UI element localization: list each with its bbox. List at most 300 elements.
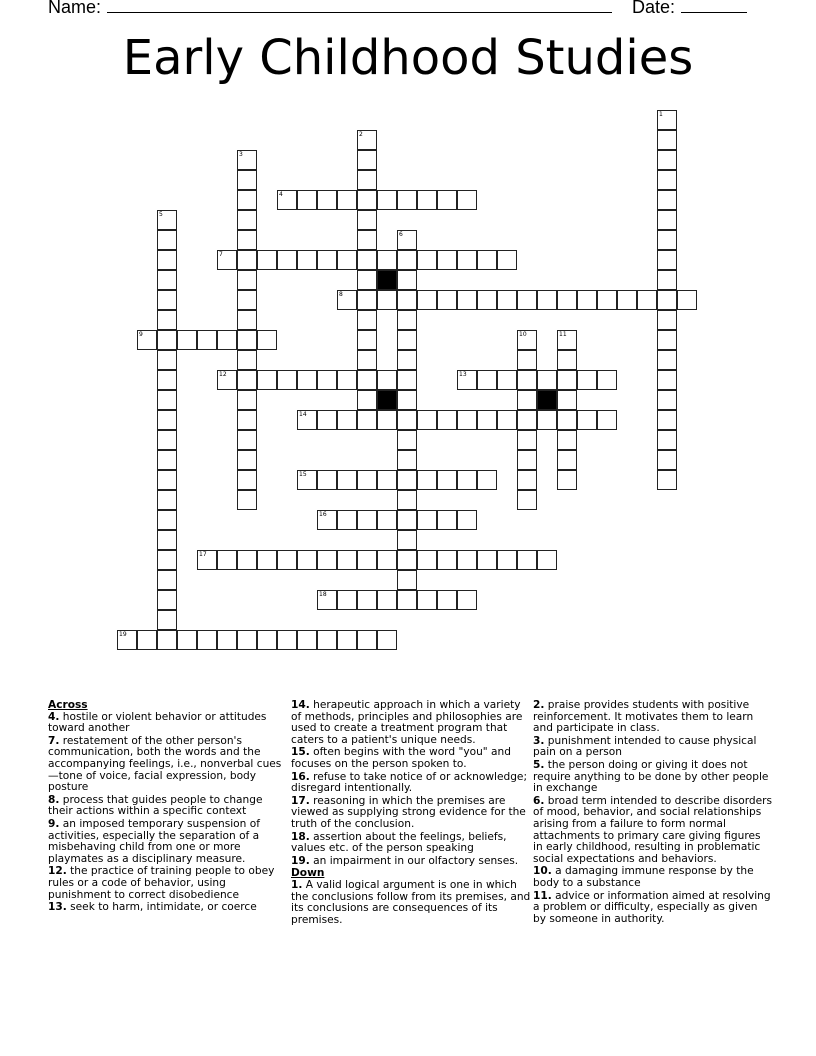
grid-cell[interactable]	[657, 310, 677, 330]
grid-cell[interactable]	[577, 290, 597, 310]
grid-cell[interactable]	[357, 150, 377, 170]
grid-cell[interactable]	[477, 550, 497, 570]
grid-cell[interactable]	[537, 370, 557, 390]
grid-cell[interactable]	[157, 270, 177, 290]
grid-cell[interactable]	[397, 510, 417, 530]
grid-cell[interactable]	[517, 450, 537, 470]
grid-cell[interactable]	[357, 190, 377, 210]
clue-text: herapeutic approach in which a variety of methods, principles and philosophies are used to create a treatment program that caters to a patient's unique needs.	[291, 699, 523, 746]
grid-cell[interactable]	[297, 370, 317, 390]
grid-cell[interactable]	[157, 490, 177, 510]
clue-number-label: 8	[339, 291, 343, 298]
name-label: Name:	[48, 0, 102, 17]
grid-cell[interactable]	[477, 370, 497, 390]
header-fields	[48, 0, 747, 18]
grid-cell[interactable]	[237, 310, 257, 330]
grid-cell[interactable]	[337, 290, 357, 310]
grid-cell[interactable]	[457, 190, 477, 210]
grid-cell[interactable]	[457, 590, 477, 610]
grid-cell[interactable]	[377, 550, 397, 570]
grid-cell[interactable]	[237, 350, 257, 370]
grid-cell[interactable]	[257, 370, 277, 390]
grid-cell[interactable]	[197, 330, 217, 350]
grid-cell[interactable]	[397, 410, 417, 430]
grid-cell[interactable]	[217, 550, 237, 570]
clue-text: an imposed temporary suspension of activities, especially the separation of a misbehaving child from one or more playmates as a disciplinary measure.	[48, 817, 260, 865]
clue-down-5	[533, 760, 773, 795]
grid-cell[interactable]	[657, 270, 677, 290]
clue-across-12	[48, 866, 288, 901]
clue-number: 5.	[533, 758, 545, 771]
grid-cell[interactable]	[557, 470, 577, 490]
clue-number: 16.	[291, 770, 310, 783]
grid-cell[interactable]	[397, 250, 417, 270]
grid-cell[interactable]	[257, 250, 277, 270]
grid-cell[interactable]	[517, 350, 537, 370]
grid-cell[interactable]	[317, 370, 337, 390]
grid-cell[interactable]	[177, 330, 197, 350]
grid-cell[interactable]	[337, 370, 357, 390]
clue-number-label: 12	[219, 371, 227, 378]
clue-text: the practice of training people to obey rules or a code of behavior, using punishment to correct disobedience	[48, 865, 275, 901]
grid-cell[interactable]	[237, 170, 257, 190]
grid-cell[interactable]	[657, 110, 677, 130]
grid-cell[interactable]	[437, 290, 457, 310]
date-input-line[interactable]	[681, 0, 747, 13]
clue-number: 9.	[48, 817, 60, 830]
grid-cell[interactable]	[397, 270, 417, 290]
grid-cell[interactable]	[297, 630, 317, 650]
grid-cell[interactable]	[137, 630, 157, 650]
grid-cell[interactable]	[497, 370, 517, 390]
grid-cell[interactable]	[117, 630, 137, 650]
grid-cell[interactable]	[397, 450, 417, 470]
grid-cell[interactable]	[657, 290, 677, 310]
grid-cell[interactable]	[657, 350, 677, 370]
grid-cell[interactable]	[337, 630, 357, 650]
grid-cell[interactable]	[157, 230, 177, 250]
clue-number-label: 3	[239, 151, 243, 158]
grid-cell[interactable]	[257, 630, 277, 650]
grid-cell[interactable]	[437, 470, 457, 490]
grid-cell[interactable]	[417, 290, 437, 310]
grid-cell[interactable]	[157, 570, 177, 590]
grid-cell[interactable]	[377, 510, 397, 530]
clue-across-19	[291, 856, 531, 868]
clue-number: 19.	[291, 854, 310, 867]
grid-cell[interactable]	[217, 370, 237, 390]
clue-across-18	[291, 832, 531, 855]
clue-text: assertion about the feelings, beliefs, values etc. of the person speaking	[291, 830, 507, 855]
grid-cell[interactable]	[237, 450, 257, 470]
grid-cell[interactable]	[537, 550, 557, 570]
grid-cell[interactable]	[197, 550, 217, 570]
clue-text: advice or information aimed at resolving a problem or difficulty, especially as given by someone in authority.	[533, 889, 771, 925]
grid-cell[interactable]	[357, 130, 377, 150]
grid-cell[interactable]	[237, 550, 257, 570]
grid-cell[interactable]	[397, 530, 417, 550]
grid-cell[interactable]	[357, 310, 377, 330]
grid-cell[interactable]	[657, 150, 677, 170]
clue-number-label: 19	[119, 631, 127, 638]
clue-text: an impairment in our olfactory senses.	[309, 854, 519, 867]
grid-cell[interactable]	[317, 410, 337, 430]
grid-cell[interactable]	[397, 570, 417, 590]
grid-cell[interactable]	[497, 550, 517, 570]
grid-cell[interactable]	[357, 350, 377, 370]
grid-cell[interactable]	[657, 170, 677, 190]
grid-cell[interactable]	[637, 290, 657, 310]
grid-cell[interactable]	[517, 370, 537, 390]
clue-text: hostile or violent behavior or attitudes toward another	[48, 710, 267, 735]
clue-number-label: 14	[299, 411, 307, 418]
clue-down-2	[533, 700, 773, 735]
grid-cell[interactable]	[157, 330, 177, 350]
grid-cell[interactable]	[297, 470, 317, 490]
grid-cell[interactable]	[657, 130, 677, 150]
grid-cell[interactable]	[317, 550, 337, 570]
grid-cell[interactable]	[597, 290, 617, 310]
grid-cell[interactable]	[397, 390, 417, 410]
grid-cell[interactable]	[577, 410, 597, 430]
grid-cell[interactable]	[297, 550, 317, 570]
grid-cell[interactable]	[217, 250, 237, 270]
grid-cell[interactable]	[357, 390, 377, 410]
grid-cell[interactable]	[337, 190, 357, 210]
grid-cell[interactable]	[237, 250, 257, 270]
grid-cell[interactable]	[257, 330, 277, 350]
grid-cell[interactable]	[377, 630, 397, 650]
clue-down-6	[533, 796, 773, 866]
grid-cell[interactable]	[357, 330, 377, 350]
grid-cell[interactable]	[317, 470, 337, 490]
grid-cell[interactable]	[297, 410, 317, 430]
grid-cell[interactable]	[437, 510, 457, 530]
clue-number: 18.	[291, 830, 310, 843]
grid-cell[interactable]	[357, 410, 377, 430]
grid-cell[interactable]	[157, 410, 177, 430]
clue-text: praise provides students with positive reinforcement. It motivates them to learn and participate in class.	[533, 699, 754, 735]
grid-cell[interactable]	[317, 630, 337, 650]
grid-cell[interactable]	[377, 190, 397, 210]
grid-cell[interactable]	[157, 590, 177, 610]
clue-number: 3.	[533, 734, 545, 747]
grid-cell[interactable]	[237, 290, 257, 310]
grid-cell[interactable]	[157, 390, 177, 410]
grid-cell[interactable]	[157, 370, 177, 390]
page-title: Early Childhood Studies	[122, 30, 694, 86]
grid-cell[interactable]	[557, 370, 577, 390]
grid-cell[interactable]	[397, 290, 417, 310]
grid-cell[interactable]	[597, 370, 617, 390]
grid-cell[interactable]	[397, 470, 417, 490]
grid-cell[interactable]	[517, 390, 537, 410]
grid-cell[interactable]	[657, 250, 677, 270]
clue-text: seek to harm, intimidate, or coerce	[66, 901, 257, 914]
grid-cell[interactable]	[537, 410, 557, 430]
grid-cell[interactable]	[657, 430, 677, 450]
grid-cell[interactable]	[657, 330, 677, 350]
grid-cell[interactable]	[477, 290, 497, 310]
grid-cell[interactable]	[437, 250, 457, 270]
grid-cell[interactable]	[517, 410, 537, 430]
grid-cell[interactable]	[157, 250, 177, 270]
clue-text: reasoning in which the premises are viewed as supplying strong evidence for the truth of the conclusion.	[291, 794, 526, 830]
grid-cell[interactable]	[237, 470, 257, 490]
grid-cell[interactable]	[237, 270, 257, 290]
grid-cell[interactable]	[357, 470, 377, 490]
grid-cell[interactable]	[417, 510, 437, 530]
grid-cell[interactable]	[457, 470, 477, 490]
grid-cell[interactable]	[237, 370, 257, 390]
clue-across-8	[48, 795, 288, 818]
clue-across-9	[48, 819, 288, 865]
grid-cell[interactable]	[417, 190, 437, 210]
grid-cell[interactable]	[557, 330, 577, 350]
black-cell	[537, 390, 557, 410]
grid-cell[interactable]	[557, 390, 577, 410]
clue-across-13	[48, 902, 288, 914]
grid-cell[interactable]	[657, 230, 677, 250]
grid-cell[interactable]	[437, 550, 457, 570]
date-label: Date:	[632, 0, 676, 17]
grid-cell[interactable]	[217, 630, 237, 650]
grid-cell[interactable]	[157, 610, 177, 630]
grid-cell[interactable]	[337, 510, 357, 530]
grid-cell[interactable]	[597, 410, 617, 430]
grid-cell[interactable]	[377, 590, 397, 610]
grid-cell[interactable]	[157, 630, 177, 650]
clue-down-10	[533, 866, 773, 889]
clue-number: 6.	[533, 794, 545, 807]
name-input-line[interactable]	[107, 0, 612, 13]
grid-cell[interactable]	[417, 550, 437, 570]
clue-number-label: 2	[359, 131, 363, 138]
grid-cell[interactable]	[377, 470, 397, 490]
grid-cell[interactable]	[517, 550, 537, 570]
grid-cell[interactable]	[157, 550, 177, 570]
grid-cell[interactable]	[437, 590, 457, 610]
grid-cell[interactable]	[237, 230, 257, 250]
grid-cell[interactable]	[157, 510, 177, 530]
grid-cell[interactable]	[477, 250, 497, 270]
grid-cell[interactable]	[257, 550, 277, 570]
grid-cell[interactable]	[657, 370, 677, 390]
grid-cell[interactable]	[277, 190, 297, 210]
clue-number-label: 13	[459, 371, 467, 378]
clue-number: 17.	[291, 794, 310, 807]
grid-cell[interactable]	[577, 370, 597, 390]
grid-cell[interactable]	[417, 250, 437, 270]
grid-cell[interactable]	[497, 410, 517, 430]
clue-text: a damaging immune response by the body to a substance	[533, 865, 754, 889]
grid-cell[interactable]	[357, 370, 377, 390]
crossword-grid	[117, 110, 717, 670]
grid-cell[interactable]	[157, 450, 177, 470]
grid-cell[interactable]	[537, 290, 557, 310]
grid-cell[interactable]	[337, 550, 357, 570]
clues-column-3	[533, 700, 773, 926]
grid-cell[interactable]	[137, 330, 157, 350]
grid-cell[interactable]	[457, 550, 477, 570]
grid-cell[interactable]	[417, 470, 437, 490]
grid-cell[interactable]	[237, 210, 257, 230]
grid-cell[interactable]	[317, 510, 337, 530]
grid-cell[interactable]	[397, 590, 417, 610]
grid-cell[interactable]	[377, 290, 397, 310]
grid-cell[interactable]	[357, 630, 377, 650]
clue-number: 11.	[533, 889, 552, 902]
grid-cell[interactable]	[157, 470, 177, 490]
grid-cell[interactable]	[617, 290, 637, 310]
grid-cell[interactable]	[337, 250, 357, 270]
grid-cell[interactable]	[497, 250, 517, 270]
clue-across-16	[291, 772, 531, 795]
clue-across-7	[48, 736, 288, 794]
grid-cell[interactable]	[457, 290, 477, 310]
grid-cell[interactable]	[357, 290, 377, 310]
clue-text: the person doing or giving it does not require anything to be done by other people in exchange	[533, 758, 769, 795]
grid-cell[interactable]	[217, 330, 237, 350]
grid-cell[interactable]	[337, 590, 357, 610]
grid-cell[interactable]	[357, 270, 377, 290]
grid-cell[interactable]	[357, 250, 377, 270]
grid-cell[interactable]	[157, 530, 177, 550]
grid-cell[interactable]	[237, 410, 257, 430]
grid-cell[interactable]	[657, 390, 677, 410]
grid-cell[interactable]	[357, 550, 377, 570]
grid-cell[interactable]	[397, 430, 417, 450]
clue-number-label: 16	[319, 511, 327, 518]
clue-number-label: 18	[319, 591, 327, 598]
clue-number: 14.	[291, 699, 310, 711]
grid-cell[interactable]	[557, 450, 577, 470]
grid-cell[interactable]	[337, 410, 357, 430]
grid-cell[interactable]	[457, 510, 477, 530]
clue-number-label: 9	[139, 331, 143, 338]
grid-cell[interactable]	[457, 250, 477, 270]
clue-number: 12.	[48, 865, 67, 878]
grid-cell[interactable]	[397, 310, 417, 330]
grid-cell[interactable]	[457, 410, 477, 430]
clue-number-label: 6	[399, 231, 403, 238]
grid-cell[interactable]	[557, 290, 577, 310]
grid-cell[interactable]	[237, 190, 257, 210]
grid-cell[interactable]	[277, 550, 297, 570]
grid-cell[interactable]	[397, 490, 417, 510]
grid-cell[interactable]	[277, 250, 297, 270]
grid-cell[interactable]	[337, 470, 357, 490]
grid-cell[interactable]	[517, 330, 537, 350]
grid-cell[interactable]	[377, 410, 397, 430]
clue-number-label: 15	[299, 471, 307, 478]
grid-cell[interactable]	[517, 430, 537, 450]
black-cell	[377, 270, 397, 290]
grid-cell[interactable]	[357, 210, 377, 230]
grid-cell[interactable]	[157, 350, 177, 370]
grid-cell[interactable]	[237, 390, 257, 410]
grid-cell[interactable]	[297, 190, 317, 210]
clue-number: 8.	[48, 793, 60, 806]
grid-cell[interactable]	[297, 250, 317, 270]
grid-cell[interactable]	[197, 630, 217, 650]
clue-down-1	[291, 880, 531, 926]
grid-cell[interactable]	[657, 190, 677, 210]
grid-cell[interactable]	[157, 430, 177, 450]
grid-cell[interactable]	[277, 630, 297, 650]
grid-cell[interactable]	[277, 370, 297, 390]
grid-cell[interactable]	[417, 410, 437, 430]
grid-cell[interactable]	[397, 230, 417, 250]
clue-number: 13.	[48, 901, 67, 914]
grid-cell[interactable]	[157, 290, 177, 310]
grid-cell[interactable]	[457, 370, 477, 390]
grid-cell[interactable]	[557, 410, 577, 430]
clue-number-label: 4	[279, 191, 283, 198]
grid-cell[interactable]	[477, 470, 497, 490]
clue-number: 7.	[48, 734, 60, 747]
grid-cell[interactable]	[517, 470, 537, 490]
grid-cell[interactable]	[377, 250, 397, 270]
grid-cell[interactable]	[417, 590, 437, 610]
grid-cell[interactable]	[397, 330, 417, 350]
grid-cell[interactable]	[397, 350, 417, 370]
clue-text: A valid logical argument is one in which the conclusions follow from its premises, and its conclusions are consequences of its premises.	[291, 878, 531, 926]
grid-cell[interactable]	[237, 490, 257, 510]
grid-cell[interactable]	[357, 230, 377, 250]
grid-cell[interactable]	[317, 190, 337, 210]
clue-text: broad term intended to describe disorders of mood, behavior, and social relationships arising from a failure to form normal attachments to primary care giving figures in early childhood, resulting in problematic social expectations and behaviors.	[533, 794, 773, 865]
clue-number: 1.	[291, 878, 303, 891]
grid-cell[interactable]	[357, 510, 377, 530]
grid-cell[interactable]	[317, 590, 337, 610]
grid-cell[interactable]	[317, 250, 337, 270]
grid-cell[interactable]	[377, 370, 397, 390]
grid-cell[interactable]	[657, 410, 677, 430]
grid-cell[interactable]	[157, 310, 177, 330]
grid-cell[interactable]	[477, 410, 497, 430]
grid-cell[interactable]	[657, 450, 677, 470]
clue-text: refuse to take notice of or acknowledge; disregard intentionally.	[291, 770, 528, 795]
grid-cell[interactable]	[237, 150, 257, 170]
grid-cell[interactable]	[677, 290, 697, 310]
grid-cell[interactable]	[397, 370, 417, 390]
grid-cell[interactable]	[357, 590, 377, 610]
grid-cell[interactable]	[657, 210, 677, 230]
grid-cell[interactable]	[357, 170, 377, 190]
clue-number-label: 10	[519, 331, 527, 338]
grid-cell[interactable]	[237, 630, 257, 650]
grid-cell[interactable]	[497, 290, 517, 310]
grid-cell[interactable]	[237, 330, 257, 350]
clue-number: 4.	[48, 710, 60, 723]
grid-cell[interactable]	[557, 350, 577, 370]
grid-cell[interactable]	[517, 490, 537, 510]
clue-number-label: 17	[199, 551, 207, 558]
grid-cell[interactable]	[517, 290, 537, 310]
grid-cell[interactable]	[437, 190, 457, 210]
grid-cell[interactable]	[177, 630, 197, 650]
grid-cell[interactable]	[397, 550, 417, 570]
clue-down-3	[533, 736, 773, 759]
clue-text: process that guides people to change their actions within a specific context	[48, 793, 263, 818]
grid-cell[interactable]	[557, 430, 577, 450]
grid-cell[interactable]	[657, 470, 677, 490]
grid-cell[interactable]	[437, 410, 457, 430]
grid-cell[interactable]	[237, 430, 257, 450]
grid-cell[interactable]	[157, 210, 177, 230]
grid-cell[interactable]	[397, 190, 417, 210]
